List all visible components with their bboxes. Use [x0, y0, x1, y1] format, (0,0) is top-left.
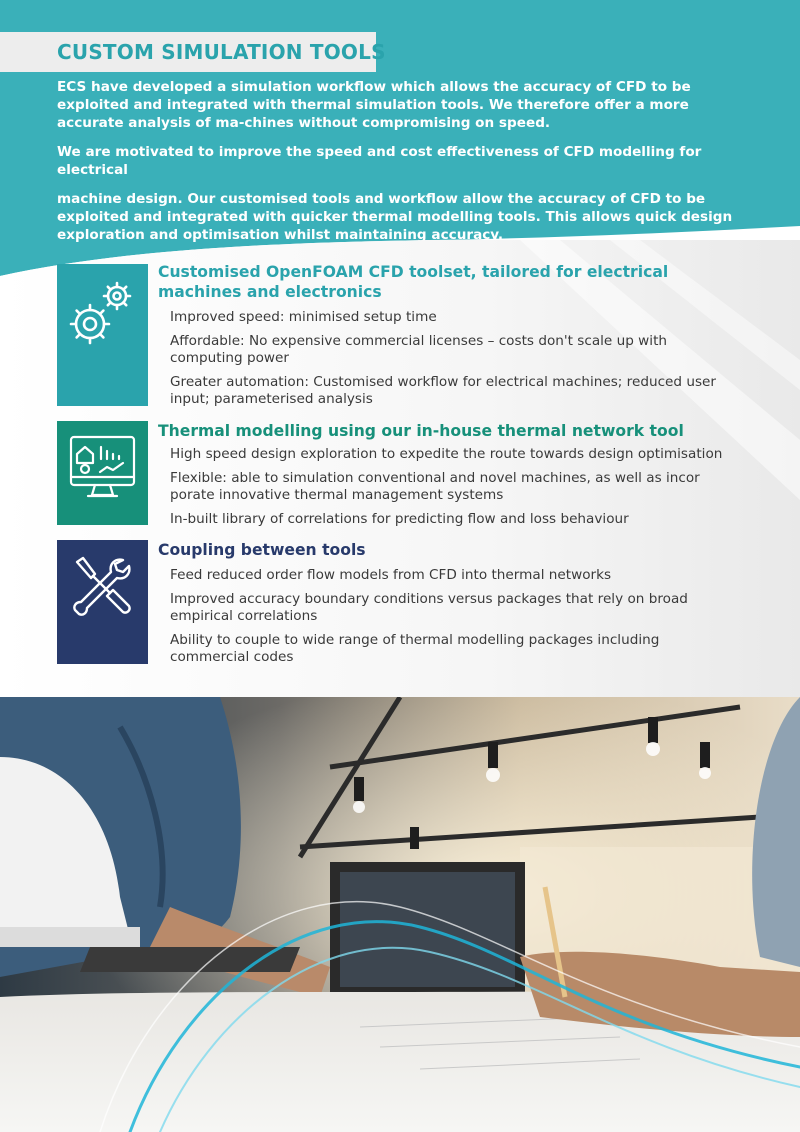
- section-3-icon-box: [57, 540, 148, 664]
- section-3-list: [170, 567, 750, 673]
- intro-paragraph-2: We are motivated to improve the speed and cost effectiveness of CFD modelling for electrical: [57, 144, 702, 178]
- list-item: Affordable: No expensive commercial licenses – costs don't scale up with computing power: [170, 332, 668, 366]
- intro-paragraph-3: machine design. Our customised tools and workflow allow the accuracy of CFD to be exploited and integrated with quicker thermal modelling tools. This allows quick design exploration and optimisation whilst maintaining accuracy.: [57, 191, 733, 243]
- intro-paragraph-1: ECS have developed a simulation workflow which allows the accuracy of CFD to be exploited and integrated with thermal simulation tools. We therefore offer a more accurate analysis of ma-chines without compromising on speed.: [57, 79, 691, 131]
- list-item: Feed reduced order flow models from CFD into thermal networks: [170, 567, 612, 583]
- page-title: CUSTOM SIMULATION TOOLS: [57, 40, 386, 64]
- section-2-list: [170, 446, 750, 534]
- list-item: Greater automation: Customised workflow for electrical machines; reduced user input; parameterised analysis: [170, 373, 717, 407]
- engineers-photo: [0, 697, 800, 1132]
- section-1-heading: Customised OpenFOAM CFD toolset, tailored for electrical machines and electronics: [158, 263, 669, 301]
- list-item: Flexible: able to simulation conventional and novel machines, as well as incor porate innovative thermal management systems: [170, 469, 700, 503]
- list-item: Improved speed: minimised setup time: [170, 309, 437, 325]
- gears-icon: [57, 264, 148, 406]
- section-2-heading: Thermal modelling using our in-house thermal network tool: [158, 422, 684, 440]
- wrench-screwdriver-icon: [57, 540, 148, 664]
- list-item: Improved accuracy boundary conditions versus packages that rely on broad empirical correlations: [170, 590, 688, 624]
- section-1-list: [170, 309, 750, 415]
- monitor-dashboard-icon: [57, 421, 148, 525]
- list-item: High speed design exploration to expedite the route towards design optimisation: [170, 446, 723, 462]
- section-2-icon-box: [57, 421, 148, 525]
- list-item: In-built library of correlations for predicting flow and loss behaviour: [170, 510, 629, 527]
- list-item: Ability to couple to wide range of thermal modelling packages including commercial codes: [170, 631, 660, 665]
- section-1-icon-box: [57, 264, 148, 406]
- section-3-heading: Coupling between tools: [158, 541, 366, 559]
- intro-text: [57, 78, 737, 255]
